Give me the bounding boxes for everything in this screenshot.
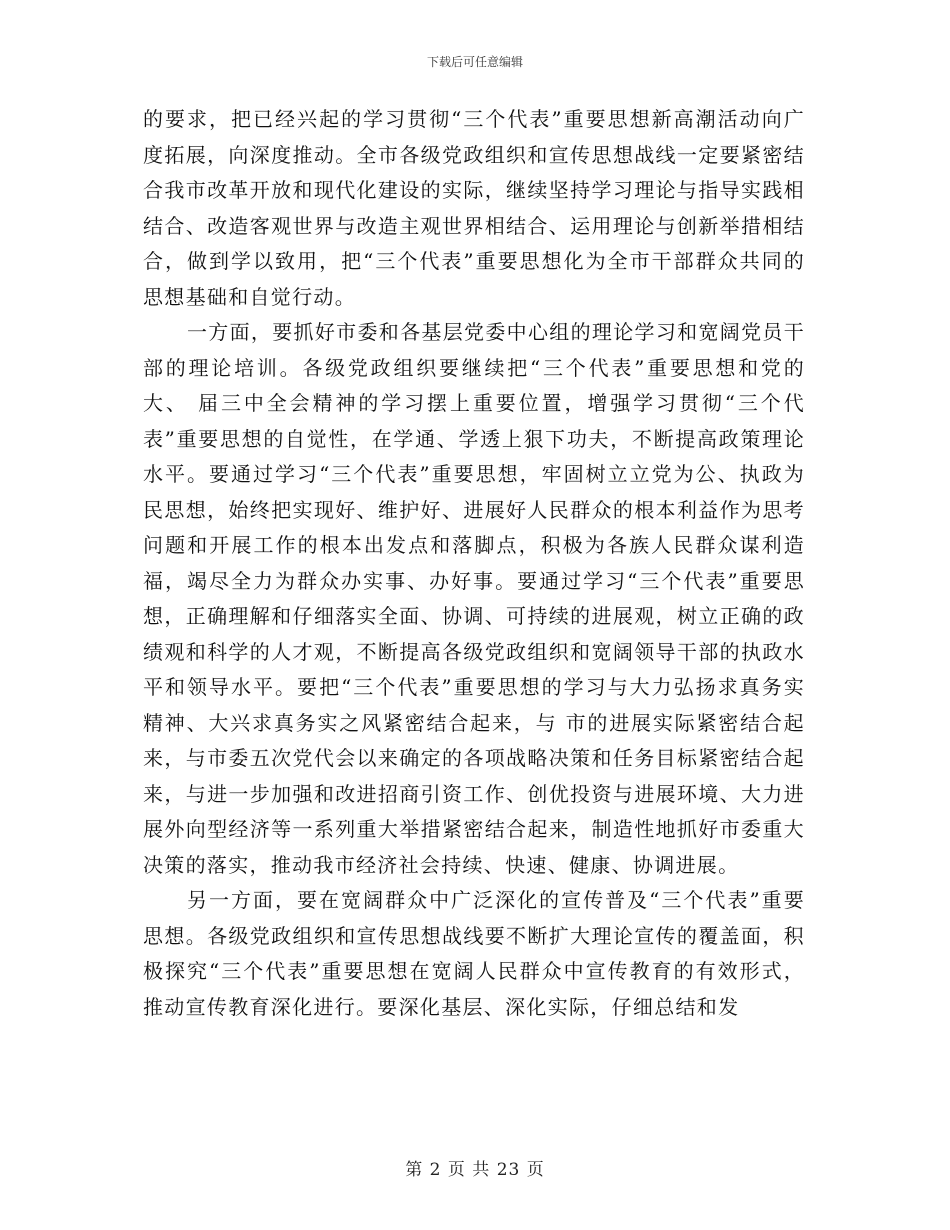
page-footer: 第 2 页 共 23 页 — [405, 1160, 545, 1180]
paragraph-3: 另一方面，要在宽阔群众中广泛深化的宣传普及“三个代表”重要思想。各级党政组织和宣传思想战线要不断扩大理论宣传的覆盖面，积极探究“三个代表”重要思想在宽阔人民群众中宣传教育的有效形式，推动宣传教育深化进行。要深化基层、深化实际，仔细总结和发 — [143, 888, 805, 1019]
paragraph-1: 的要求，把已经兴起的学习贯彻“三个代表”重要思想新高潮活动向广度拓展，向深度推动。全市各级党政组织和宣传思想战线一定要紧密结合我市改革开放和现代化建设的实际，继续坚持学习理论与指导实践相结合、改造客观世界与改造主观世界相结合、运用理论与创新举措相结合，做到学以致用，把“三个代表”重要思想化为全市干部群众共同的思想基础和自觉行动。 — [143, 107, 805, 309]
document-body — [143, 102, 805, 1025]
page-header: 下载后可任意编辑 — [426, 55, 523, 69]
paragraph-2: 一方面，要抓好市委和各基层党委中心组的理论学习和宽阔党员干部的理论培训。各级党政组织要继续把“三个代表”重要思想和党的 大、 届三中全会精神的学习摆上重要位置，增强学习贯彻“三个代表”重要思想的自觉性，在学通、学透上狠下功夫，不断提高政策理论水平。要通过学习“三个代表”重要思想，牢固树立立党为公、执政为民思想，始终把实现好、维护好、进展好人民群众的根本利益作为思考问题和开展工作的根本出发点和落脚点，积极为各族人民群众谋利造福，竭尽全力为群众办实事、办好事。要通过学习“三个代表”重要思想，正确理解和仔细落实全面、协调、可持续的进展观，树立正确的政绩观和科学的人才观，不断提高各级党政组织和宽阔领导干部的执政水平和领导水平。要把“三个代表”重要思想的学习与大力弘扬求真务实精神、大兴求真务实之风紧密结合起来，与 市的进展实际紧密结合起来，与市委五次党代会以来确定的各项战略决策和任务目标紧密结合起来，与进一步加强和改进招商引资工作、创优投资与进展环境、大力进展外向型经济等一系列重大举措紧密结合起来，制造性地抓好市委重大决策的落实，推动我市经济社会持续、快速、健康、协调进展。 — [143, 320, 805, 877]
